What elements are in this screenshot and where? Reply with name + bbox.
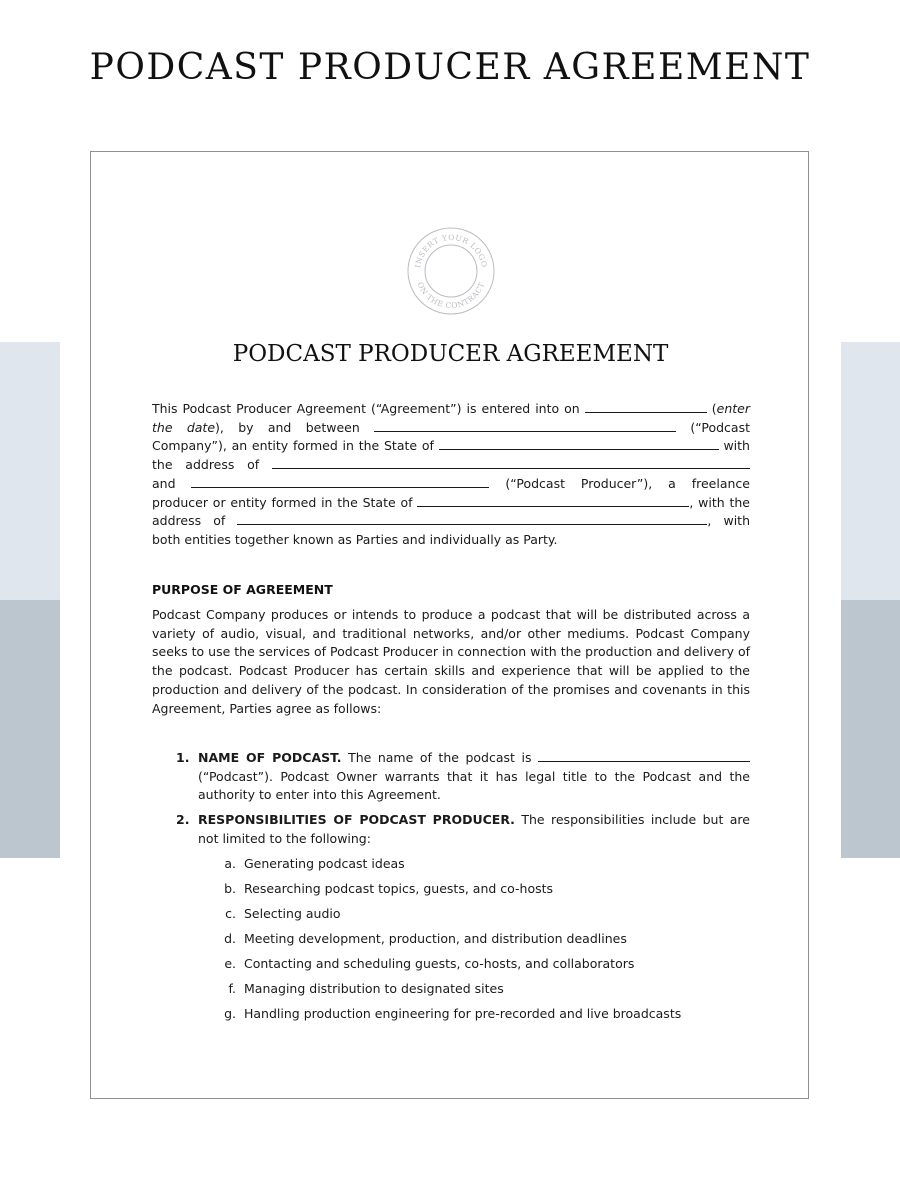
list-item xyxy=(198,880,750,905)
intro-text-8: (“Podcast Producer”), a freelance producer or entity formed in the State of xyxy=(152,475,750,510)
list-item-text: Researching podcast topics, guests, and co-hosts xyxy=(244,880,554,896)
section-text: The responsibilities include but are not limited to the following: xyxy=(198,812,750,846)
intro-text-2: ( xyxy=(711,401,717,416)
purpose-paragraph: Podcast Company produces or intends to produce a podcast that will be distributed across a variety of audio, visual, and traditional networks, and/or other mediums. Podcast Company seeks to use the services of Podcast Producer in connection with the production and delivery of the podcast. Podcast Producer has certain skills and experience that will be applied to the production and delivery of the podcast. In consideration of the promises and covenants in this Agreement, Parties agree as follows: xyxy=(152,607,750,716)
list-item-text: Contacting and scheduling guests, co-hosts, and collaborators xyxy=(244,955,635,971)
section-text: The name of the podcast is xyxy=(348,750,532,765)
producer-address-blank xyxy=(237,512,707,525)
section-heading: RESPONSIBILITIES OF PODCAST PRODUCER. xyxy=(198,812,515,828)
document-title: PODCAST PRODUCER AGREEMENT xyxy=(232,341,669,367)
company-name-blank xyxy=(374,419,676,432)
right-accent-band-dark xyxy=(841,600,900,858)
list-item-text: Selecting audio xyxy=(244,905,341,921)
logo-placeholder-seal-icon xyxy=(406,226,496,316)
list-item xyxy=(198,855,750,880)
intro-text-1: This Podcast Producer Agreement (“Agreement”) is entered into on xyxy=(152,401,580,416)
list-item-letter: b. xyxy=(224,880,236,896)
left-accent-band-dark xyxy=(0,600,60,858)
company-address-blank xyxy=(272,456,750,469)
list-item-text: Meeting development, production, and distribution deadlines xyxy=(244,930,627,946)
list-item-letter: g. xyxy=(224,1005,236,1021)
numbered-sections xyxy=(152,749,750,1036)
section-number: 2. xyxy=(176,812,190,828)
section-text: (“Podcast”). Podcast Owner warrants that it has legal title to the Podcast and the authority to enter into this Agreement. xyxy=(198,768,750,803)
podcast-name-blank xyxy=(538,749,750,762)
list-item-letter: c. xyxy=(225,905,236,921)
intro-text-10: , with both entities together known as Parties and individually as Party. xyxy=(152,513,750,547)
list-item-text: Generating podcast ideas xyxy=(244,855,405,871)
list-item-text: Handling production engineering for pre-recorded and live broadcasts xyxy=(244,1005,682,1021)
section-heading: NAME OF PODCAST. xyxy=(198,750,342,765)
list-item-letter: f. xyxy=(228,980,236,996)
section-name-of-podcast xyxy=(152,749,750,805)
intro-text-5: (“Podcast Company”), an entity formed in the State of xyxy=(152,419,750,454)
intro-text-7: and xyxy=(152,475,176,491)
producer-state-blank xyxy=(417,494,689,507)
purpose-heading: PURPOSE OF AGREEMENT xyxy=(152,582,333,597)
list-item xyxy=(198,1005,750,1030)
logo-seal-top-text: INSERT YOUR LOGO xyxy=(413,232,489,269)
list-item-letter: d. xyxy=(224,930,236,946)
section-responsibilities xyxy=(152,811,750,1029)
list-item-text: Managing distribution to designated sites xyxy=(244,980,504,996)
producer-name-blank xyxy=(191,475,489,488)
banner-title: PODCAST PRODUCER AGREEMENT xyxy=(89,47,811,88)
svg-text:INSERT YOUR LOGO xyxy=(413,233,489,269)
intro-text-9: , with the address of xyxy=(152,494,750,529)
intro-paragraph xyxy=(152,400,750,550)
section-number: 1. xyxy=(176,750,190,765)
left-accent-band-light xyxy=(0,342,60,600)
company-state-blank xyxy=(439,437,719,450)
document-page xyxy=(90,151,809,1099)
responsibilities-list xyxy=(198,855,750,1030)
list-item-letter: e. xyxy=(224,955,236,971)
list-item xyxy=(198,980,750,1005)
intro-text-6: with the address of xyxy=(152,438,750,473)
logo-seal-bottom-text: ON THE CONTRACT xyxy=(415,280,487,311)
intro-enter-date-hint: enter the date xyxy=(152,401,750,435)
right-accent-band-light xyxy=(841,342,900,600)
date-blank xyxy=(585,400,707,413)
list-item xyxy=(198,905,750,930)
list-item-letter: a. xyxy=(224,855,236,871)
intro-text-4: ), by and between xyxy=(215,419,360,435)
list-item xyxy=(198,955,750,980)
list-item xyxy=(198,930,750,955)
